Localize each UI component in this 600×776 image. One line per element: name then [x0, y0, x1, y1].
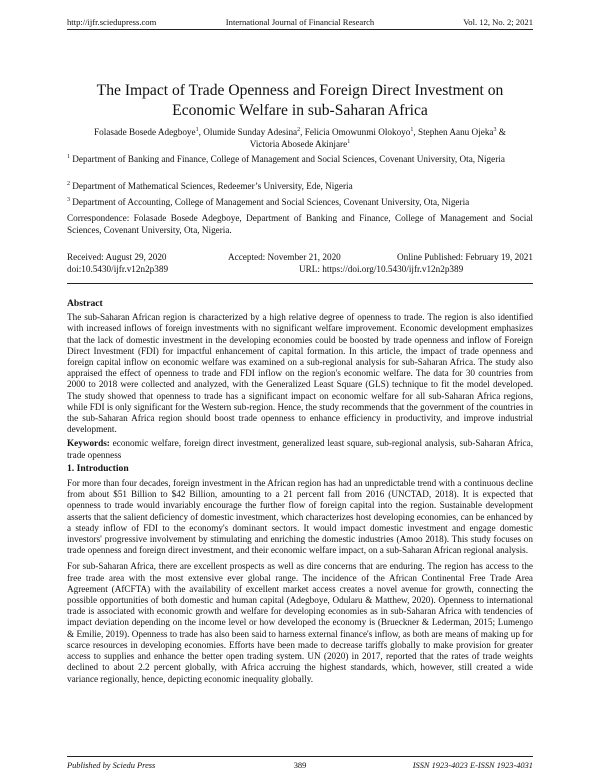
issn: ISSN 1923-4023 E-ISSN 1923-4031 — [412, 761, 533, 770]
publisher: Published by Sciedu Press — [67, 761, 156, 770]
affiliation-3 — [67, 197, 533, 209]
published-date: Online Published: February 19, 2021 — [396, 252, 533, 262]
affiliation-text: Department of Banking and Finance, College of Management and Social Sciences, Covenant University, Ota, Nigeria — [70, 154, 505, 164]
dates-rule — [67, 283, 533, 284]
keywords-label: Keywords: — [67, 438, 110, 449]
affiliation-text: Department of Mathematical Sciences, Redeemer’s University, Ede, Nigeria — [70, 181, 353, 191]
running-header — [67, 17, 533, 27]
abstract-section — [67, 298, 533, 685]
intro-paragraph-2: For sub-Saharan Africa, there are excellent prospects as well as dire concerns that are enduring. The region has access to the free trade area with the most extensive ever global range. The incidence of the African Continental Free Trade Area Agreement (AfCFTA) with the availability of excellent market access creates a novel avenue for growth, connecting the possible opportunities of both domestic and human capital (Adegboye, Odularu & Matthew, 2020). Openness to international trade is associated with economic growth and welfare for developing economies as in sub-Saharan Africa with tendencies of impact deviation depending on the income level or how developed the economy is (Brueckner & Lederman, 2015; Lumengo & Emilie, 2019). Openness to trade has also been said to harness external finance's inflow, as both are means of making up for scarce resources in developing economies. Efforts have been made to decrease tariffs globally to make provision for greater access to supplies and enhance the better open trading system. UN (2020) in 2017, reported that the rates of trade weights declined to about 2.2 percent globally, with Africa accruing the highest standards, which, however, still created a wide variance regionally, hence, depicting economic inequality globally. — [67, 561, 533, 684]
correspondence: Correspondence: Folasade Bosede Adegboye, Department of Banking and Finance, College of Management and Social Sciences, Covenant University, Ota, Nigeria. — [67, 213, 533, 235]
keywords-text: economic welfare, foreign direct investment, generalized least square, sub-regional analysis, sub-Saharan Africa, trade openness — [67, 438, 533, 460]
affiliation-mark: 1 — [347, 138, 351, 145]
affiliation-mark: 3 — [493, 126, 497, 133]
doi-url[interactable]: URL: https://doi.org/10.5430/ijfr.v12n2p389 — [299, 264, 464, 274]
author-list — [67, 127, 533, 150]
abstract-heading: Abstract — [67, 298, 103, 309]
author-name: Folasade Bosede Adegboye — [94, 127, 196, 137]
affiliation-mark: 1 — [410, 126, 414, 133]
page-number: 389 — [293, 761, 307, 770]
footer-rule — [67, 756, 533, 757]
journal-url[interactable]: http://ijfr.sciedupress.com — [67, 17, 157, 27]
affiliation-mark: 2 — [297, 126, 301, 133]
author-name: , Felicia Omowunmi Olokoyo — [300, 127, 411, 137]
abstract-text: The sub-Saharan African region is characterized by a high relative degree of openness to trade. The region is also identified with increased inflows of foreign investments with no significant welfare improvement. Economic development emphasizes that the lack of domestic investment in the developing economies could be boosted by trade openness and inflow of Foreign Direct Investment (FDI) for impactful enhancement of capital formation. In this article, the impact of trade openness and foreign capital inflow on economic welfare was examined on a sub-regional analysis for sub-Saharan Africa. The study also appraised the effect of openness to trade and FDI inflow on the region's economic welfare. The data for 30 countries from 2000 to 2018 were collected and analyzed, with the Generalized Least Square (GLS) technique to fit the model developed. The study showed that openness to trade has a significant impact on economic welfare for all sub-Saharan Africa regions, while FDI is only significant for the Western sub-region. Hence, the study recommends that the government of the countries in the sub-Saharan Africa region should boost trade openness to enhance efficiency in productivity, and improve industrial development. — [67, 312, 533, 435]
journal-name: International Journal of Financial Research — [225, 17, 375, 27]
header-rule — [67, 29, 533, 30]
affiliation-number: 3 — [67, 196, 70, 203]
received-date: Received: August 29, 2020 — [67, 252, 167, 262]
intro-heading: 1. Introduction — [67, 462, 129, 474]
keywords — [67, 438, 533, 460]
author-separator: & — [496, 127, 506, 137]
affiliation-1 — [67, 154, 533, 166]
author-name: , Stephen Aanu Ojeka — [413, 127, 494, 137]
author-name: , Olumide Sunday Adesina — [198, 127, 298, 137]
publication-dates — [67, 252, 533, 276]
affiliation-number: 1 — [67, 153, 70, 160]
accepted-date: Accepted: November 21, 2020 — [228, 252, 341, 262]
intro-paragraph-1: For more than four decades, foreign investment in the African region has had an unpredictable trend with a continuous decline from about $51 Billion to $42 Billion, amounting to a 21 percent fall from 2016 (UNCTAD, 2018). It is expected that openness to trade would invariably encourage the further flow of foreign capital into the region. Sustainable development asserts that the salient deficiency of domestic investment, which characterizes host developing economies, can be enhanced by a steady inflow of FDI to the economy's dominant sectors. It would impact domestic investment and engage domestic investors' progressive involvement by stimulating and enriching the domestic industries (Amoo 2018). This study focuses on trade openness and foreign direct investment, and their economic welfare impact, on a sub-Saharan African regional analysis. — [67, 478, 533, 556]
paper-title: The Impact of Trade Openness and Foreign Direct Investment on Economic Welfare in sub-Saharan Africa — [96, 82, 504, 119]
volume-info: Vol. 12, No. 2; 2021 — [463, 17, 533, 27]
affiliation-text: Department of Accounting, College of Management and Social Sciences, Covenant University, Ota, Nigeria — [70, 197, 470, 207]
doi: doi:10.5430/ijfr.v12n2p389 — [67, 264, 169, 274]
author-name: Victoria Abosede Akinjare — [249, 138, 348, 149]
affiliation-mark: 1 — [195, 126, 199, 133]
page-footer — [67, 761, 533, 770]
affiliation-2 — [67, 181, 533, 193]
affiliation-number: 2 — [67, 180, 70, 187]
